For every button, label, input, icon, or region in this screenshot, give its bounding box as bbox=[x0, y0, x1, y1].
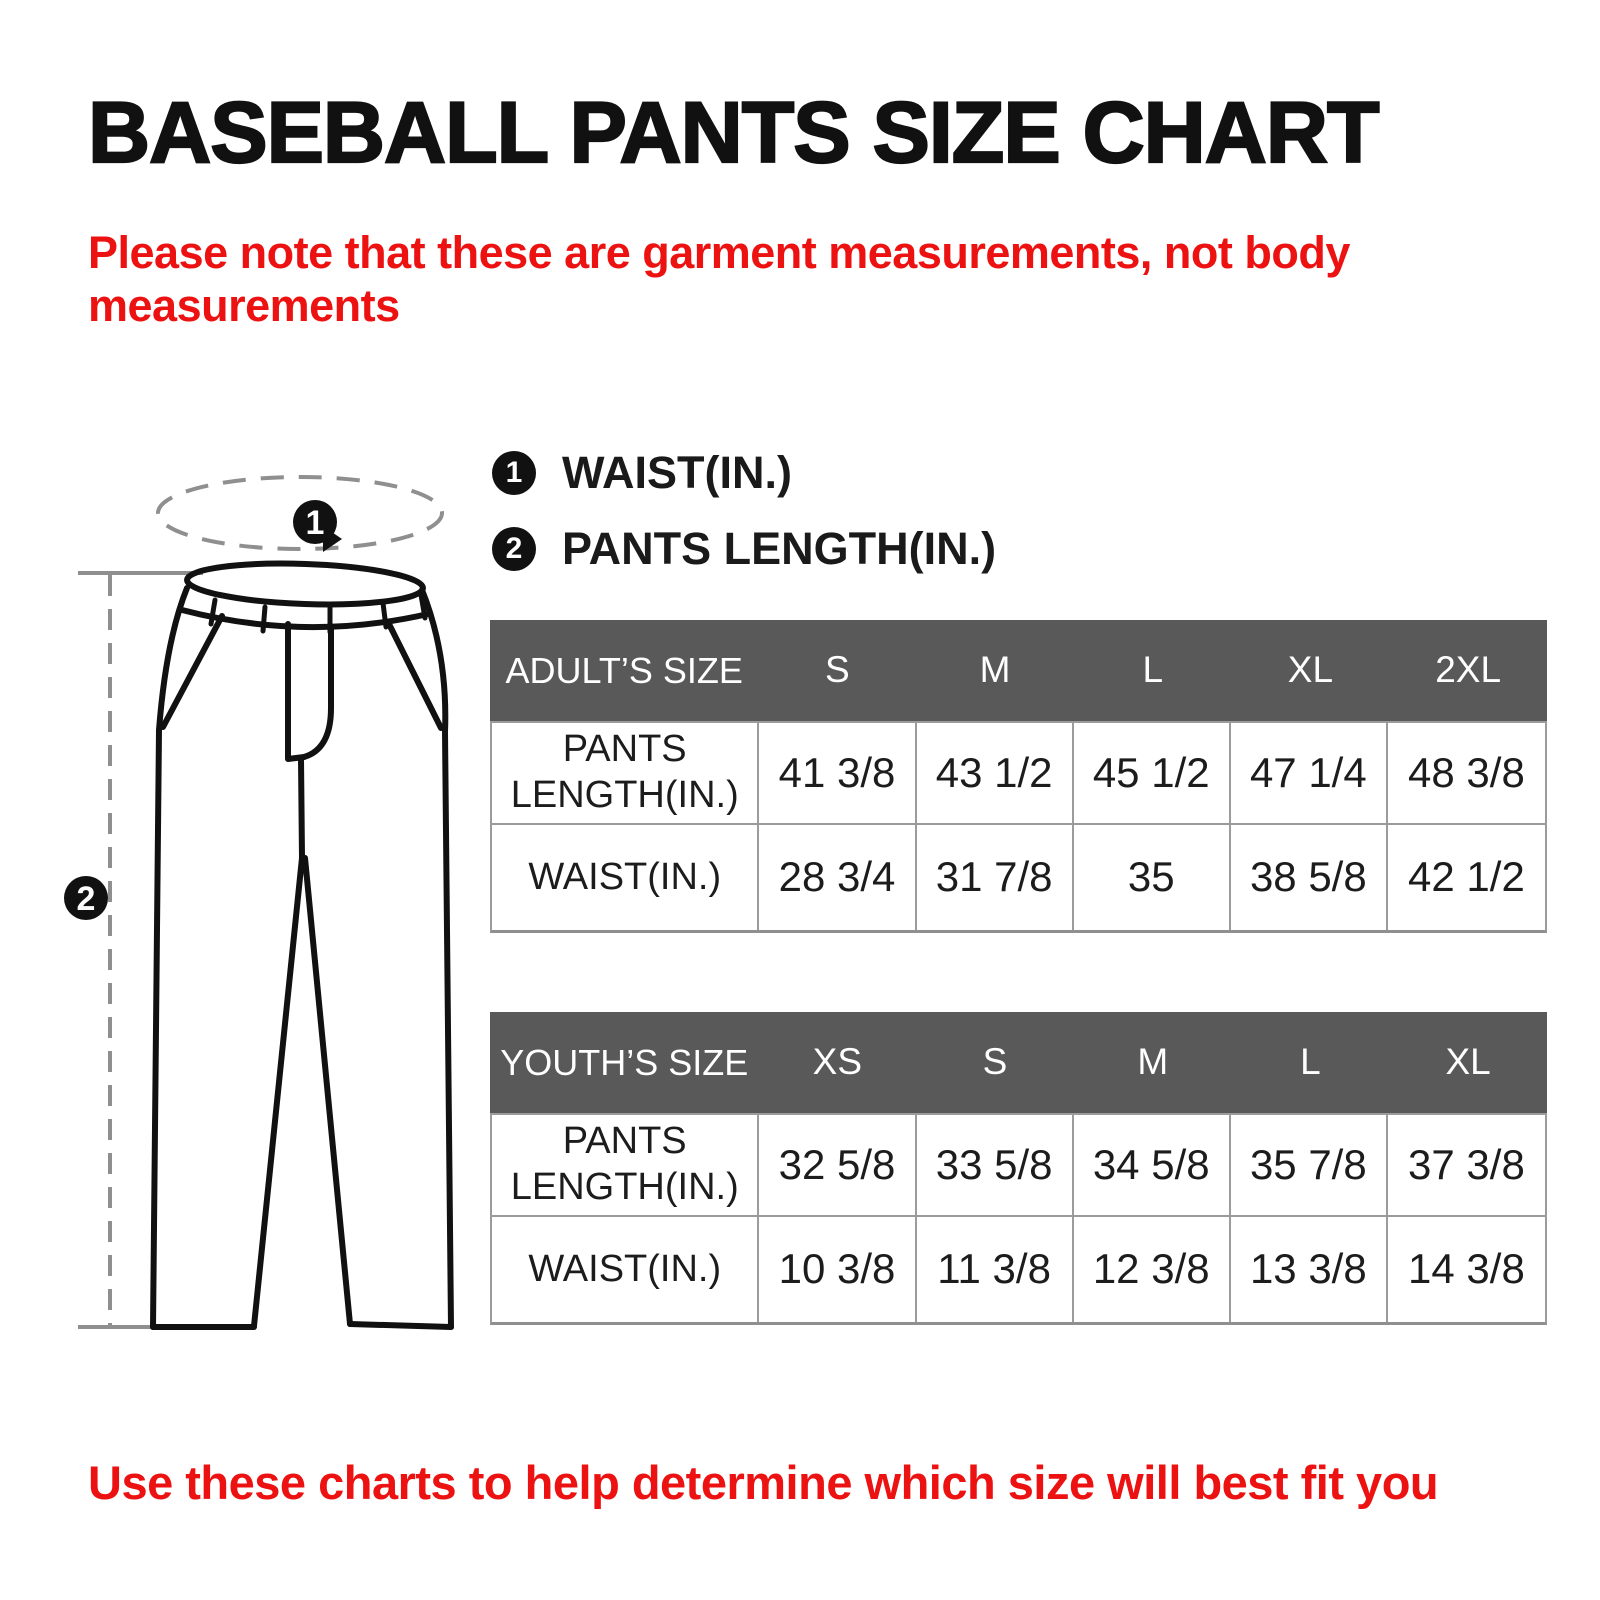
adult-pants-length-label: PANTS LENGTH(IN.) bbox=[492, 723, 759, 823]
svg-text:1: 1 bbox=[305, 504, 325, 542]
youth-pants-length-xl: 37 3/8 bbox=[1408, 1140, 1525, 1188]
pants-outline bbox=[153, 560, 451, 1327]
table-row bbox=[492, 1115, 1545, 1217]
youth-pants-length-label: PANTS LENGTH(IN.) bbox=[492, 1115, 759, 1215]
youth-pants-length-xs: 32 5/8 bbox=[759, 1115, 916, 1215]
youth-size-col-xs: XS bbox=[812, 1041, 862, 1083]
page-title: BASEBALL PANTS SIZE CHART bbox=[88, 85, 1379, 181]
adult-size-table bbox=[490, 620, 1547, 933]
youth-size-col-m: M bbox=[1137, 1041, 1169, 1083]
footer-note: Use these charts to help determine which size will best fit you bbox=[88, 1456, 1439, 1509]
legend-label-waist: WAIST(IN.) bbox=[562, 447, 792, 498]
youth-waist-m: 12 3/8 bbox=[1074, 1217, 1231, 1322]
adult-waist-l: 35 bbox=[1074, 825, 1231, 930]
pants-diagram bbox=[60, 440, 480, 1340]
adult-size-col-l: L bbox=[1142, 649, 1164, 691]
adult-size-col-2xl: 2XL bbox=[1435, 649, 1502, 691]
adult-waist-m: 31 7/8 bbox=[917, 825, 1074, 930]
legend-label-pants-length: PANTS LENGTH(IN.) bbox=[562, 523, 997, 574]
adult-pants-length-s: 41 3/8 bbox=[759, 723, 916, 823]
youth-size-table bbox=[490, 1012, 1547, 1325]
adult-table-header-label: ADULT’S SIZE bbox=[505, 649, 743, 691]
adult-waist-label: WAIST(IN.) bbox=[492, 825, 759, 930]
adult-size-col-s: S bbox=[824, 649, 850, 691]
adult-table-header bbox=[490, 620, 1547, 721]
youth-size-col-xl: XL bbox=[1445, 1041, 1491, 1083]
table-row bbox=[492, 1217, 1545, 1322]
adult-pants-length-l: 45 1/2 bbox=[1074, 723, 1231, 823]
youth-pants-length-m: 34 5/8 bbox=[1074, 1115, 1231, 1215]
legend-item-waist bbox=[492, 447, 996, 499]
garment-measurement-note: Please note that these are garment measurements, not body measurements bbox=[88, 227, 1350, 332]
measurement-legend bbox=[492, 447, 996, 575]
youth-pants-length-l: 35 7/8 bbox=[1231, 1115, 1388, 1215]
adult-table-body bbox=[490, 721, 1547, 933]
table-row bbox=[492, 825, 1545, 930]
svg-text:2: 2 bbox=[76, 880, 96, 918]
adult-waist-2xl: 42 1/2 bbox=[1408, 853, 1525, 901]
youth-waist-label: WAIST(IN.) bbox=[492, 1217, 759, 1322]
youth-waist-xl: 14 3/8 bbox=[1408, 1245, 1525, 1293]
youth-waist-xs: 10 3/8 bbox=[759, 1217, 916, 1322]
youth-table-header-label: YOUTH’S SIZE bbox=[500, 1041, 749, 1083]
table-row bbox=[492, 723, 1545, 825]
adult-pants-length-m: 43 1/2 bbox=[917, 723, 1074, 823]
marker-2-badge: 2 bbox=[492, 527, 536, 571]
adult-size-col-xl: XL bbox=[1287, 649, 1334, 691]
adult-size-col-m: M bbox=[979, 649, 1011, 691]
legend-item-pants-length bbox=[492, 523, 996, 575]
youth-waist-s: 11 3/8 bbox=[917, 1217, 1074, 1322]
youth-size-col-s: S bbox=[982, 1041, 1008, 1083]
youth-table-body bbox=[490, 1113, 1547, 1325]
youth-table-header bbox=[490, 1012, 1547, 1113]
diagram-marker-2 bbox=[64, 876, 108, 920]
youth-waist-l: 13 3/8 bbox=[1231, 1217, 1388, 1322]
adult-waist-xl: 38 5/8 bbox=[1231, 825, 1388, 930]
marker-1-badge: 1 bbox=[492, 451, 536, 495]
adult-waist-s: 28 3/4 bbox=[759, 825, 916, 930]
adult-pants-length-2xl: 48 3/8 bbox=[1408, 748, 1525, 796]
youth-size-col-l: L bbox=[1300, 1041, 1321, 1083]
adult-pants-length-xl: 47 1/4 bbox=[1231, 723, 1388, 823]
youth-pants-length-s: 33 5/8 bbox=[917, 1115, 1074, 1215]
diagram-marker-1 bbox=[293, 500, 337, 544]
